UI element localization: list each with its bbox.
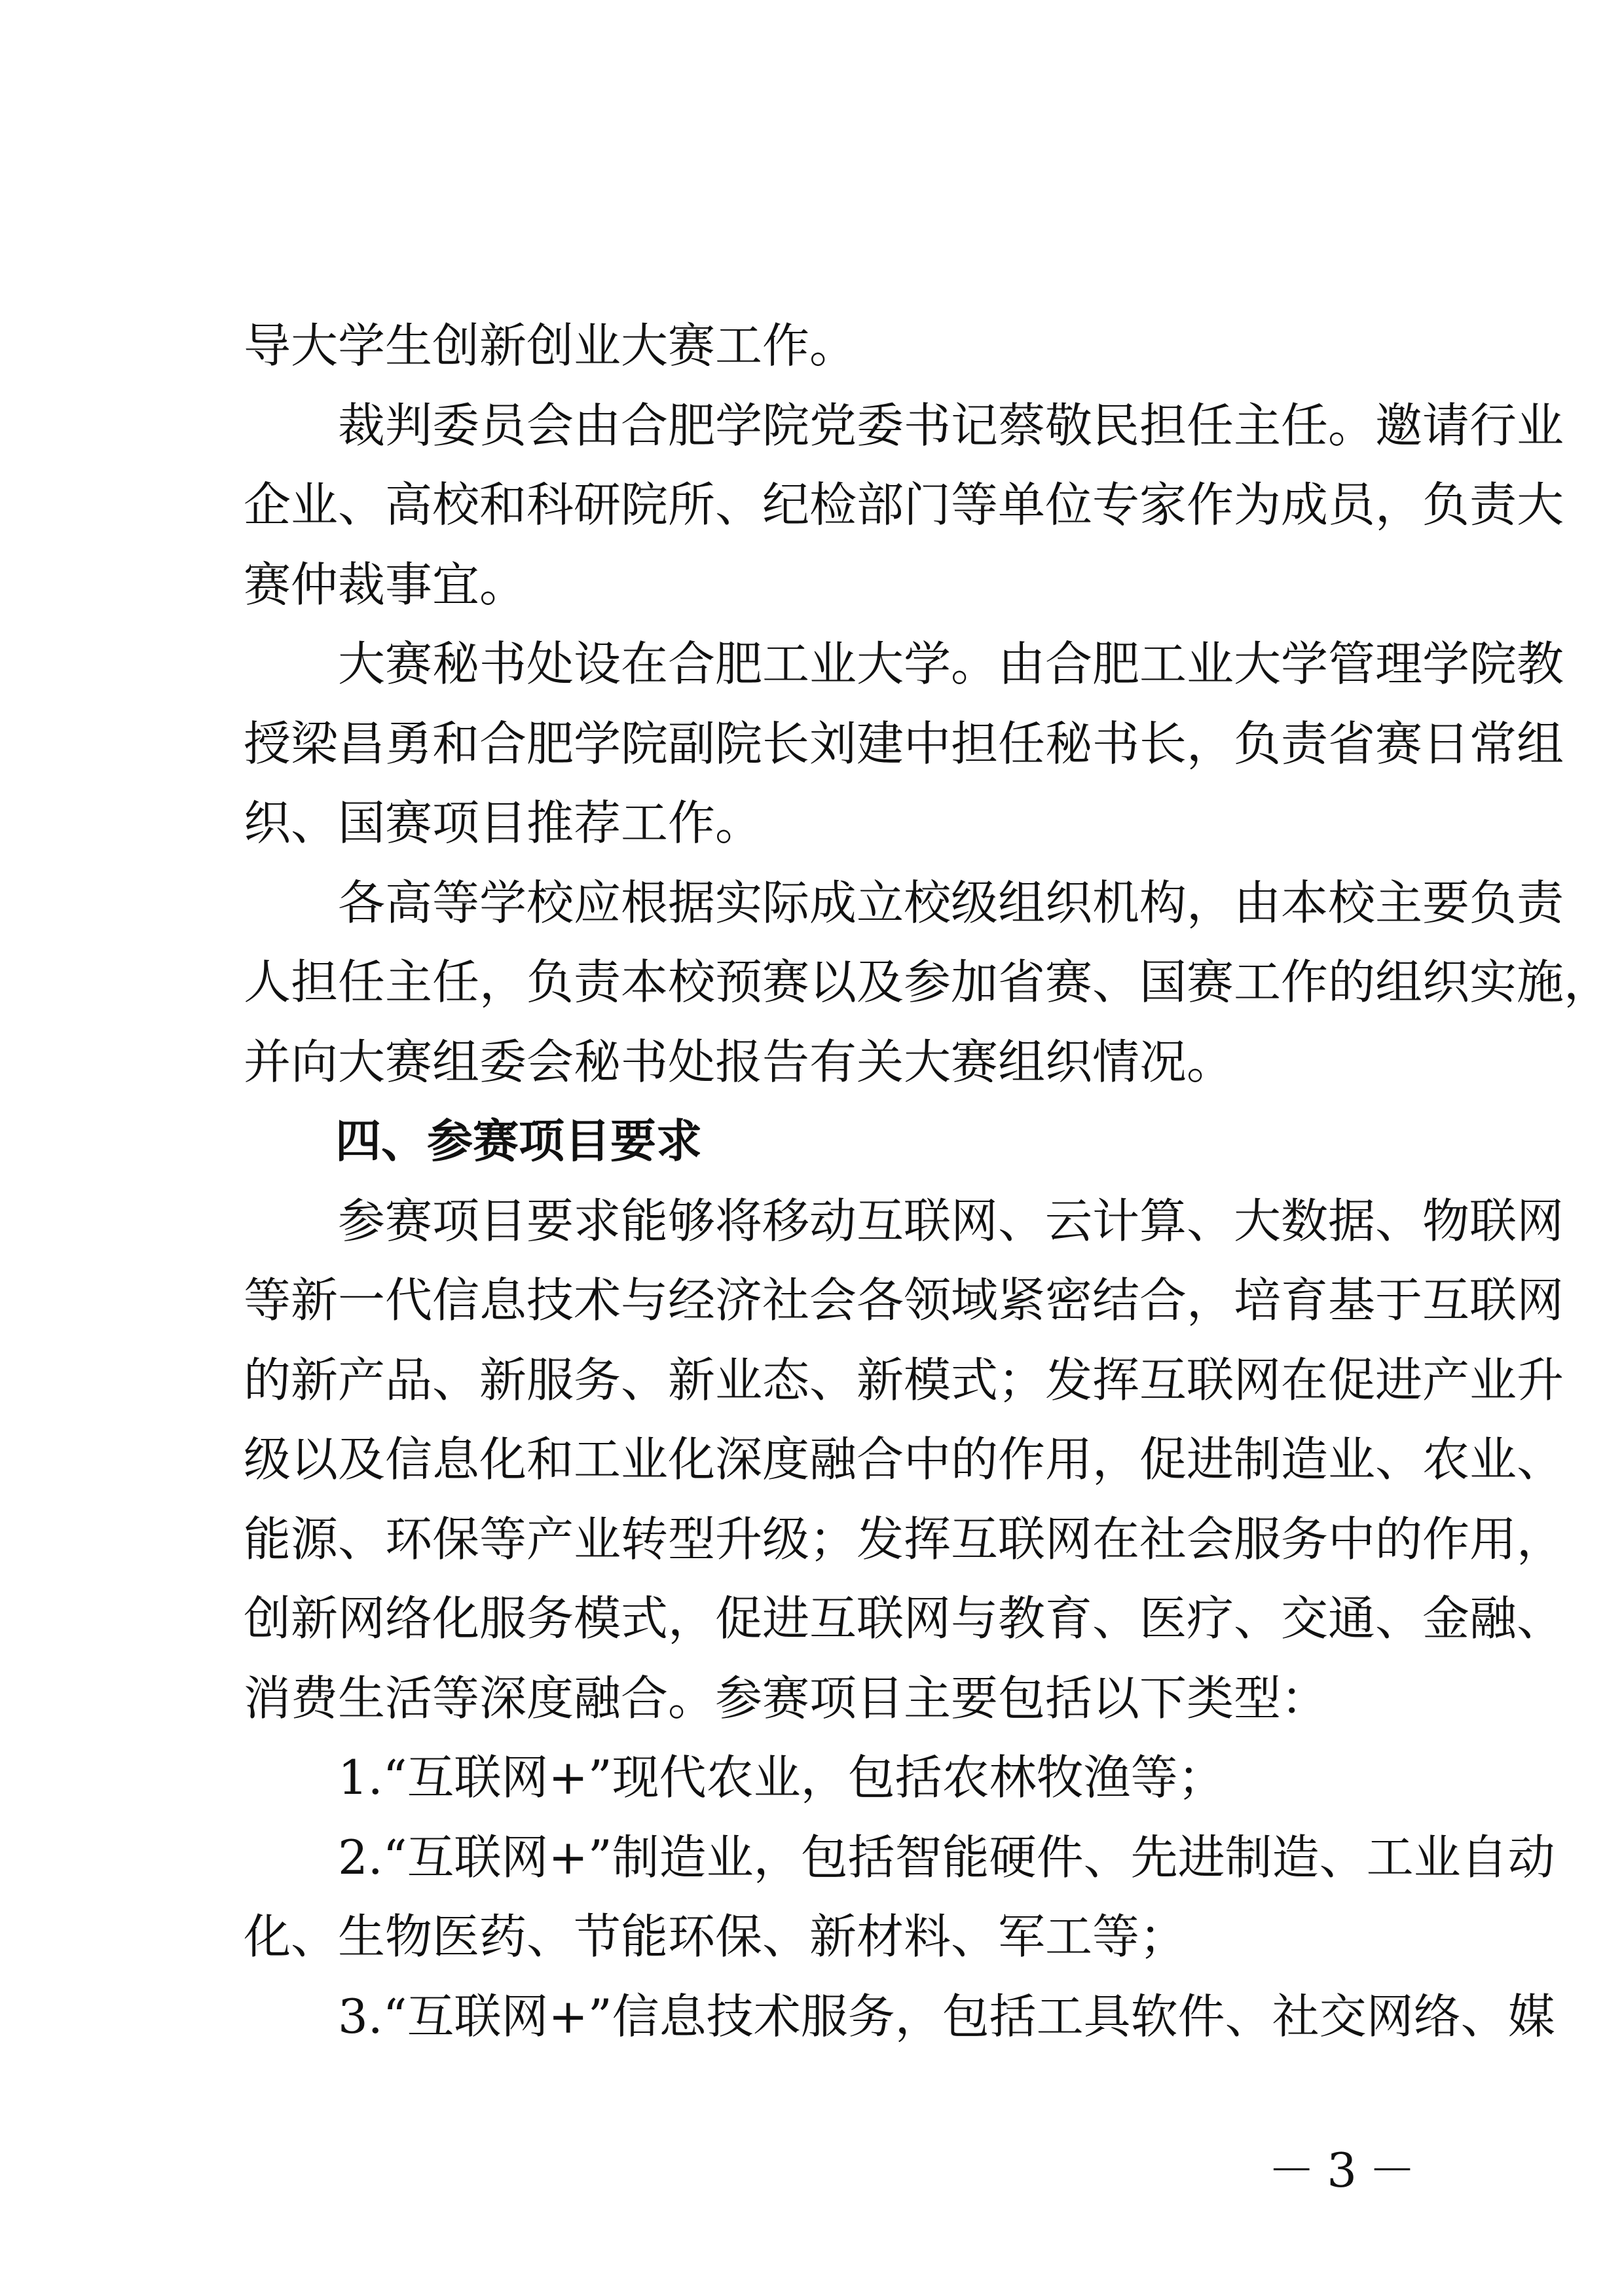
text-line: 授梁昌勇和合肥学院副院长刘建中担任秘书长，负责省赛日常组 [244,716,1564,771]
text-line: 能源、环保等产业转型升级；发挥互联网在社会服务中的作用， [244,1511,1564,1567]
text-line: 级以及信息化和工业化深度融合中的作用，促进制造业、农业、 [244,1432,1564,1487]
text-line: 并向大赛组委会秘书处报告有关大赛组织情况。 [244,1034,1234,1089]
text-line: 导大学生创新创业大赛工作。 [244,318,857,373]
text-line: 2.“互联网+”制造业，包括智能硬件、先进制造、工业自动 [244,1829,1555,1885]
text-line: 企业、高校和科研院所、纪检部门等单位专家作为成员，负责大 [244,477,1564,532]
text-line: 赛仲裁事宜。 [244,556,527,612]
text-line: 裁判委员会由合肥学院党委书记蔡敬民担任主任。邀请行业 [244,397,1564,453]
text-line: 创新网络化服务模式，促进互联网与教育、医疗、交通、金融、 [244,1591,1564,1646]
document-body [244,306,1612,2056]
text-line: 等新一代信息技术与经济社会各领域紧密结合，培育基于互联网 [244,1273,1564,1328]
text-line: 3.“互联网+”信息技术服务，包括工具软件、社交网络、媒 [244,1988,1555,2044]
page-number: －3－ [1268,2143,1428,2198]
text-line: 的新产品、新服务、新业态、新模式；发挥互联网在促进产业升 [244,1352,1564,1408]
text-line: 参赛项目要求能够将移动互联网、云计算、大数据、物联网 [244,1193,1564,1248]
text-line: 1.“互联网+”现代农业，包括农林牧渔等； [244,1750,1225,1805]
text-line: 织、国赛项目推荐工作。 [244,795,763,850]
text-line: 消费生活等深度融合。参赛项目主要包括以下类型： [244,1670,1329,1726]
text-line: 化、生物医药、节能环保、新材料、军工等； [244,1909,1187,1964]
text-line: 各高等学校应根据实际成立校级组织机构，由本校主要负责 [244,875,1564,930]
text-line: 人担任主任，负责本校预赛以及参加省赛、国赛工作的组织实施， [244,955,1612,1010]
text-line: 大赛秘书处设在合肥工业大学。由合肥工业大学管理学院教 [244,636,1564,691]
section-heading: 四、参赛项目要求 [244,1114,702,1168]
